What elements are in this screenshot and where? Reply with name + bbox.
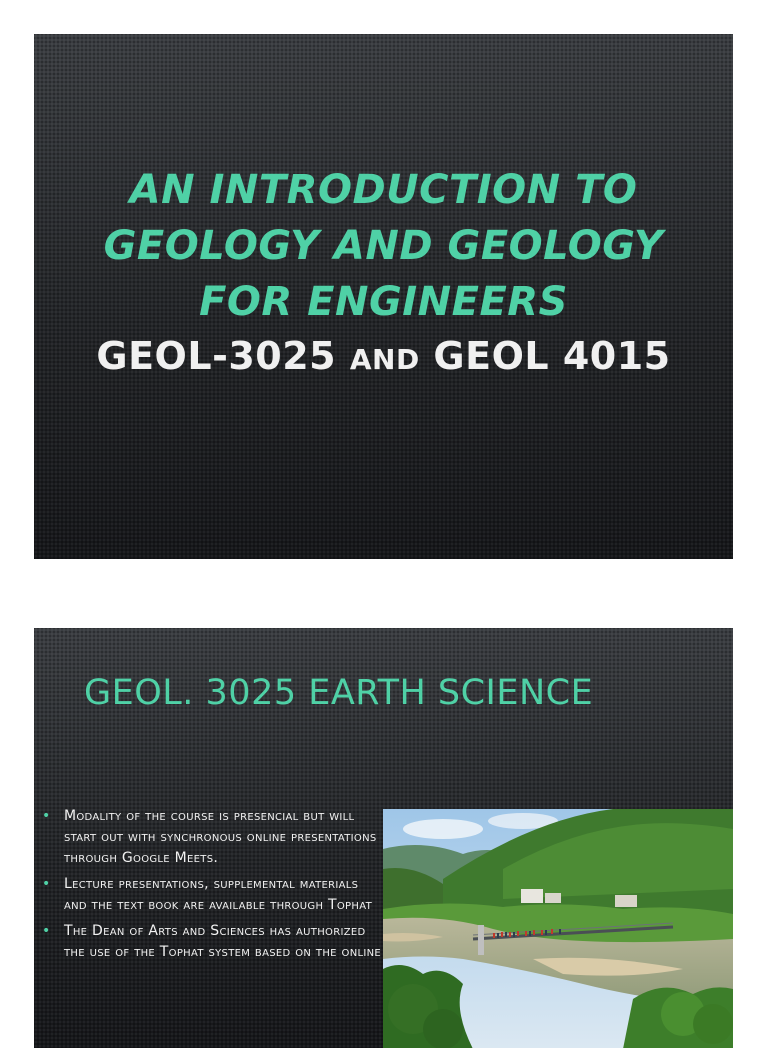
slide-title — [34, 162, 733, 330]
title-slide — [34, 34, 733, 559]
bullet-text: Lecture presentations, supplemental materials and the text book are available through Tophat — [64, 876, 372, 913]
bullet-icon: • — [42, 923, 51, 939]
bullet-icon: • — [42, 808, 51, 824]
subtitle-course-2: GEOL 4015 — [419, 334, 671, 378]
bullet-item — [42, 874, 382, 916]
slide-subtitle — [34, 334, 733, 378]
bullet-list — [42, 806, 382, 968]
bullet-item — [42, 806, 382, 869]
bullet-text: Modality of the course is presencial but will start out with synchronous online presentations through Google Meets. — [64, 808, 377, 866]
river-valley-photo — [383, 809, 733, 1048]
title-line: AN INTRODUCTION TO — [129, 167, 638, 213]
content-slide — [34, 628, 733, 1048]
title-line: GEOLOGY AND GEOLOGY — [103, 223, 664, 269]
title-line: FOR ENGINEERS — [199, 279, 568, 325]
slide-title: GEOL. 3025 EARTH SCIENCE — [84, 673, 594, 713]
bullet-text: The Dean of Arts and Sciences has authorized the use of the Tophat system based on the online — [64, 923, 381, 960]
subtitle-course-1: GEOL-3025 — [96, 334, 350, 378]
subtitle-and: AND — [349, 343, 420, 376]
bullet-item — [42, 921, 382, 963]
bullet-icon: • — [42, 876, 51, 892]
